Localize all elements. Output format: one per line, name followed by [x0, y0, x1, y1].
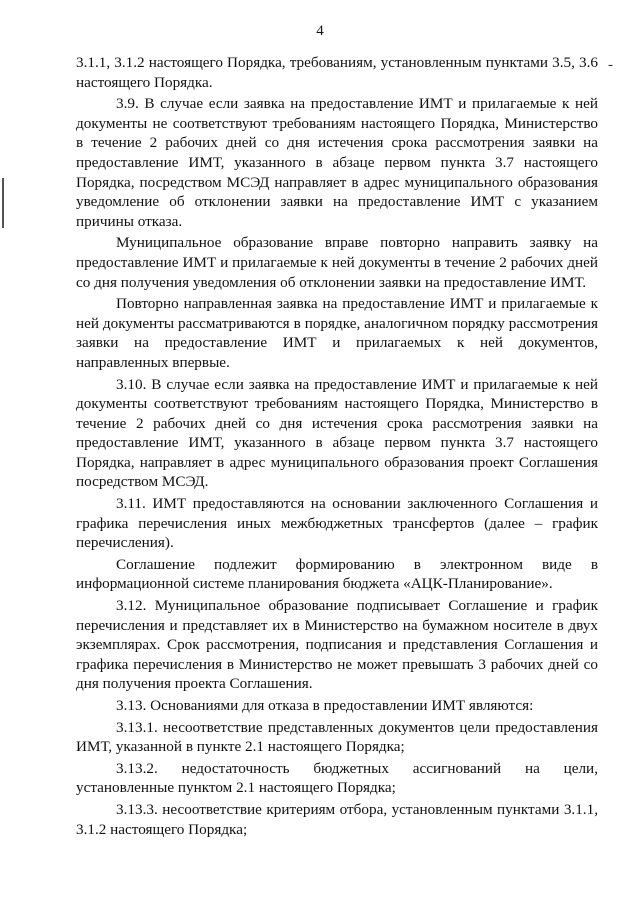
paragraph-3-13-1: 3.13.1. несоответствие представленных документов цели предоставления ИМТ, указанной в пункте 2.1 настоящего Порядка; — [76, 718, 598, 756]
paragraph-3-13-3: 3.13.3. несоответствие критериям отбора, установленным пунктами 3.1.1, 3.1.2 настоящего Порядка; — [76, 800, 598, 838]
paragraph-3-11: 3.11. ИМТ предоставляются на основании заключенного Соглашения и графика перечисления иных межбюджетных трансфертов (далее – график перечисления). — [76, 495, 598, 552]
paragraph-resubmit: Муниципальное образование вправе повторно направить заявку на предоставление ИМТ и прилагаемые к ней документы в течение 2 рабочих дней со дня получения уведомления об отклонении заявки на предоставление ИМТ. — [76, 234, 598, 291]
paragraph-agreement-format: Соглашение подлежит формированию в электронном виде в информационной системе планирования бюджета «АЦК-Планирование». — [76, 555, 598, 593]
paragraph-continuation: 3.1.1, 3.1.2 настоящего Порядка, требованиям, установленным пунктами 3.5, 3.6 настоящего Порядка. — [76, 54, 598, 91]
paragraph-3-13-2: 3.13.2. недостаточность бюджетных ассигнований на цели, установленные пунктом 2.1 настоящего Порядка; — [76, 759, 598, 797]
page-number: 4 — [316, 23, 324, 39]
scan-margin-line — [2, 178, 4, 228]
document-body — [76, 53, 598, 841]
edge-dash-mark: - — [608, 57, 613, 73]
paragraph-3-9: 3.9. В случае если заявка на предоставление ИМТ и прилагаемые к ней документы не соответствуют требованиям настоящего Порядка, Министерство в течение 2 рабочих дней со дня истечения срока рассмотрения заявки на предоставление ИМТ, указанного в абзаце первом пункта 3.7 настоящего Порядка, посредством МСЭД направляет в адрес муниципального образования уведомление об отклонении заявки на предоставление ИМТ с указанием причины отказа. — [76, 95, 598, 230]
paragraph-3-10: 3.10. В случае если заявка на предоставление ИМТ и прилагаемые к ней документы соответствуют требованиям настоящего Порядка, Министерство в течение 2 рабочих дней со дня истечения срока рассмотрения заявки на предоставление ИМТ, указанного в абзаце первом пункта 3.7 настоящего Порядка, направляет в адрес муниципального образования проект Соглашения посредством МСЭД. — [76, 375, 598, 491]
paragraph-resubmitted-review: Повторно направленная заявка на предоставление ИМТ и прилагаемые к ней документы рассматриваются в порядке, аналогичном порядку рассмотрения заявки на предоставление ИМТ и прилагаемых к ней документов, направленных впервые. — [76, 295, 598, 371]
paragraph-3-12: 3.12. Муниципальное образование подписывает Соглашение и график перечисления и представляет их в Министерство на бумажном носителе в двух экземплярах. Срок рассмотрения, подписания и представления Соглашения и графика перечисления в Министерство не может превышать 3 рабочих дней со дня получения проекта Соглашения. — [76, 597, 598, 693]
paragraph-3-13: 3.13. Основаниями для отказа в предоставлении ИМТ являются: — [116, 697, 534, 714]
